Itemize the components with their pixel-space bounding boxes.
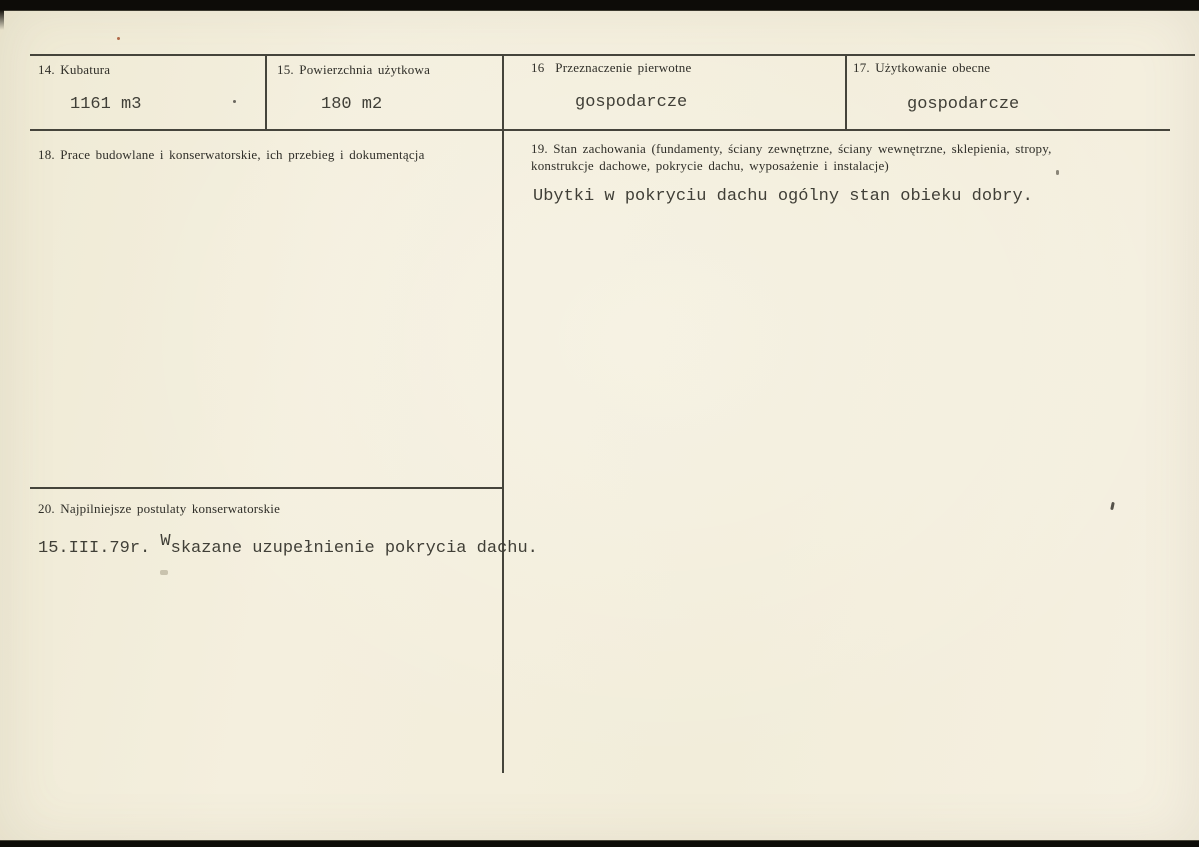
field19-label-line2: konstrukcje dachowe, pokrycie dachu, wyposażenie i instalacje) [531,157,889,173]
field15-value: 180 m2 [321,95,383,114]
field19-label [531,141,1151,174]
field17-label: 17. Użytkowanie obecne [853,60,991,75]
field17-value: gospodarcze [907,95,1020,114]
field19-value: Ubytki w pokryciu dachu ogólny stan obieku dobry. [533,187,1033,206]
table-row1-bottom-rule [30,129,1170,131]
table-field20-top-rule [30,487,503,489]
field20-value-date: 15.III.79r. [38,539,161,558]
scan-speck [117,37,120,40]
scan-bottom-bar [0,840,1199,847]
scan-speck [1110,502,1115,510]
field18-label: 18. Prace budowlane i konserwatorskie, ich przebieg i dokumentącja [38,147,425,162]
field14-label: 14. Kubatura [38,62,111,77]
field16-value: gospodarcze [575,93,688,112]
table-divider-15-16 [502,54,504,131]
table-divider-16-17 [845,54,847,131]
scan-speck [160,570,168,575]
table-center-divider [502,131,504,773]
scan-left-edge-shadow [0,10,4,30]
field15-label: 15. Powierzchnia użytkowa [277,62,431,77]
field20-value [38,532,538,558]
field16-label: 16 Przeznaczenie pierwotne [531,60,692,75]
field20-value-superscript: W [160,532,171,551]
scan-speck [233,100,236,103]
field20-value-text: skazane uzupełnienie pokrycia dachu. [170,539,538,558]
table-top-rule [30,54,1195,56]
table-divider-14-15 [265,54,267,131]
field20-label: 20. Najpilniejsze postulaty konserwatorskie [38,501,281,516]
field19-label-line1: 19. Stan zachowania (fundamenty, ściany zewnętrzne, ściany wewnętrzne, sklepienia, stropy, [531,141,1052,156]
field14-value: 1161 m3 [70,95,142,114]
scan-speck [1056,170,1059,175]
scan-top-bar [0,0,1199,11]
